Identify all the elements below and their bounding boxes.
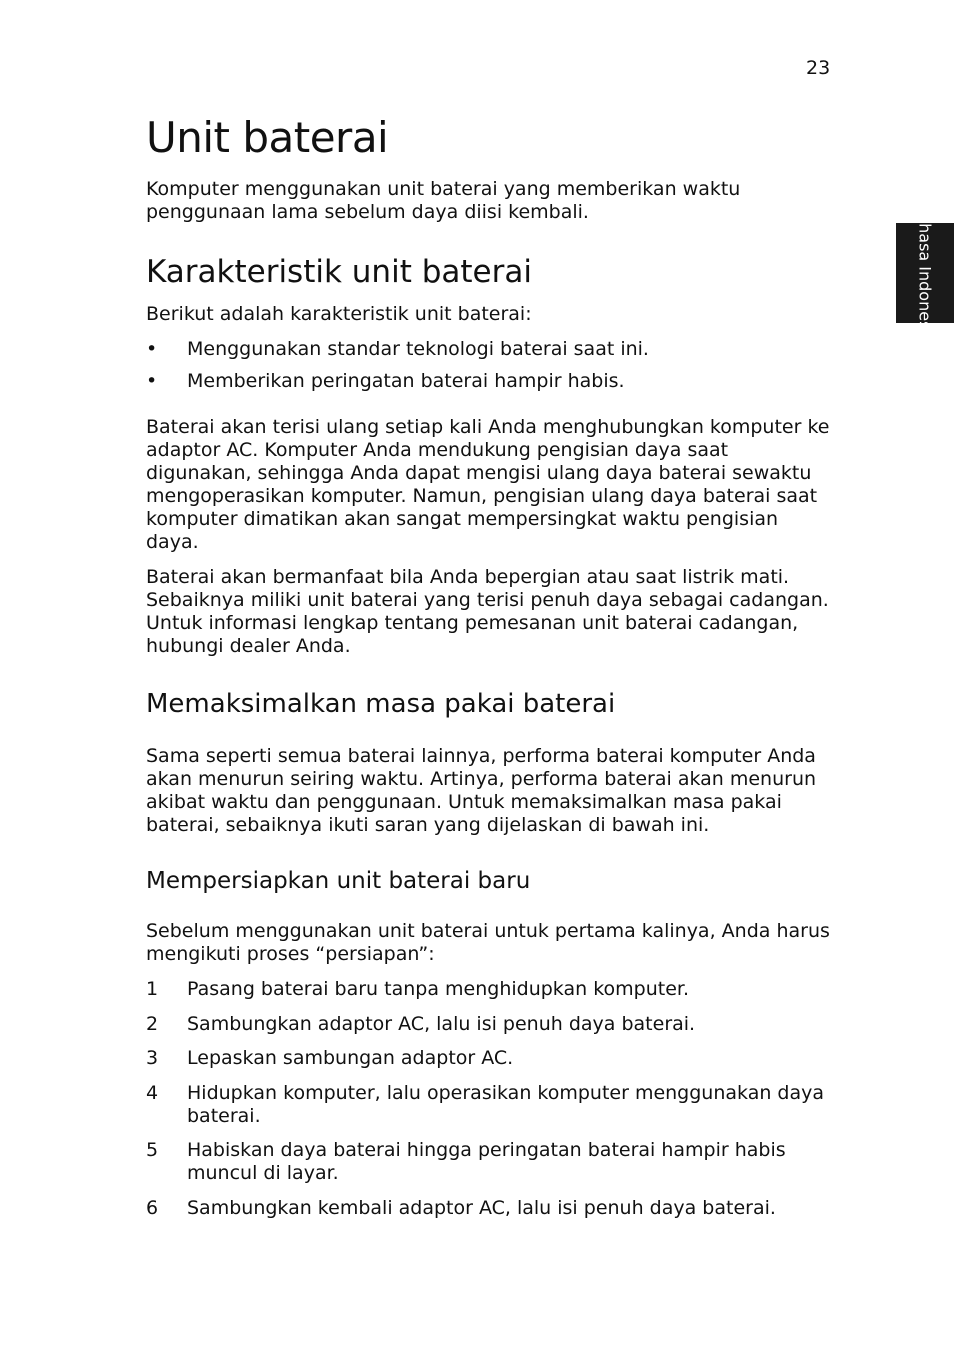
step-number: 3 [146, 1047, 159, 1069]
section-heading-maximize: Memaksimalkan masa pakai baterai [146, 689, 616, 719]
charging-paragraph: Baterai akan terisi ulang setiap kali Anda menghubungkan komputer ke adaptor AC. Komputer Anda mendukung pengisian daya saat digunakan, sehingga Anda dapat mengisi ulang daya baterai sewaktu mengoperasikan komputer. Namun, pengisian ulang daya baterai saat komputer dimatikan akan sangat mempersingkat waktu pengisian daya. [146, 416, 830, 553]
step-number: 1 [146, 978, 159, 1000]
characteristics-lead: Berikut adalah karakteristik unit baterai: [146, 303, 532, 325]
bullet-marker: • [146, 370, 158, 392]
step-number: 6 [146, 1197, 159, 1219]
step-number: 5 [146, 1139, 159, 1161]
maximize-paragraph: Sama seperti semua baterai lainnya, performa baterai komputer Anda akan menurun seiring waktu. Artinya, performa baterai akan menurun akibat waktu dan penggunaan. Untuk memaksimalkan masa pakai baterai, sebaiknya ikuti saran yang dijelaskan di bawah ini. [146, 745, 817, 836]
page-number: 23 [806, 57, 831, 79]
bullet-marker: • [146, 338, 158, 360]
prepare-lead: Sebelum menggunakan unit baterai untuk pertama kalinya, Anda harus mengikuti proses “persiapan”: [146, 920, 830, 965]
step-text: Lepaskan sambungan adaptor AC. [187, 1047, 514, 1069]
spare-battery-paragraph: Baterai akan bermanfaat bila Anda bepergian atau saat listrik mati. Sebaiknya miliki unit baterai yang terisi penuh daya sebagai cadangan. Untuk informasi lengkap tentang pemesanan unit baterai cadangan, hubungi dealer Anda. [146, 566, 829, 657]
step-text: Hidupkan komputer, lalu operasikan komputer menggunakan daya baterai. [187, 1082, 825, 1127]
step-text: Sambungkan kembali adaptor AC, lalu isi penuh daya baterai. [187, 1197, 776, 1219]
list-item-text: Memberikan peringatan baterai hampir habis. [187, 370, 625, 392]
language-side-tab-label: Bahasa Indonesia [915, 202, 935, 344]
step-text: Pasang baterai baru tanpa menghidupkan komputer. [187, 978, 690, 1000]
step-text: Habiskan daya baterai hingga peringatan baterai hampir habis muncul di layar. [187, 1139, 786, 1184]
intro-paragraph: Komputer menggunakan unit baterai yang memberikan waktu penggunaan lama sebelum daya diisi kembali. [146, 178, 741, 223]
step-text: Sambungkan adaptor AC, lalu isi penuh daya baterai. [187, 1013, 696, 1035]
section-heading-characteristics: Karakteristik unit baterai [146, 254, 532, 290]
section-heading-prepare: Mempersiapkan unit baterai baru [146, 868, 531, 894]
list-item-text: Menggunakan standar teknologi baterai saat ini. [187, 338, 649, 360]
language-side-tab [896, 202, 954, 344]
step-number: 4 [146, 1082, 159, 1104]
page-title: Unit baterai [146, 113, 389, 162]
step-number: 2 [146, 1013, 159, 1035]
